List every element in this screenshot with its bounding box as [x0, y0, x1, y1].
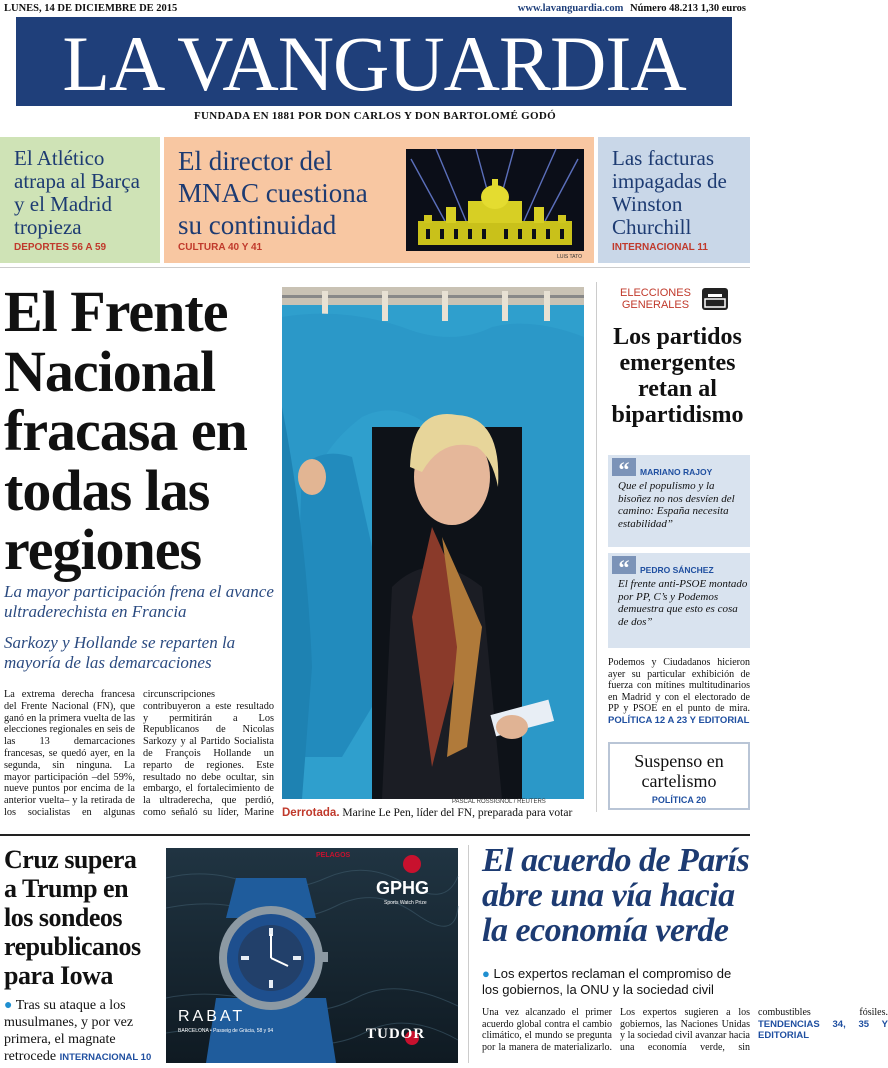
quote-icon: “	[612, 556, 636, 574]
divider	[468, 845, 469, 1063]
sidebar-headline[interactable]: Los partidos emergentes retan al bipartidismo	[611, 324, 744, 428]
ad-gphg: GPHG	[376, 878, 430, 898]
paris-subhead	[482, 966, 750, 998]
quote-author: PEDRO SÁNCHEZ	[640, 565, 714, 575]
website-link[interactable]: www.lavanguardia.com	[517, 3, 624, 14]
box-section: POLÍTICA 20	[651, 795, 707, 805]
paris-body	[482, 1007, 888, 1063]
bullet-icon: ●	[482, 966, 490, 981]
elections-label-line: GENERALES	[621, 299, 690, 311]
teaser-international[interactable]	[598, 137, 750, 263]
paris-body-text: Una vez alcanzado el primer acuerdo global contra el cambio climático, el mundo se pregunta por la manera de materializarlo. Los expertos sugieren a los gobiernos, las Naciones Unidas y la sociedad civil avanzar hacia una economía verde, sin combustibles fósiles.	[482, 1007, 888, 1053]
masthead	[0, 17, 750, 134]
paris-section-link[interactable]: TENDENCIAS 34, 35 Y EDITORIAL	[758, 1018, 888, 1041]
teaser-sports[interactable]	[0, 137, 160, 263]
photo-credit: LUIS TATO	[557, 254, 582, 260]
caption-lead: Derrotada.	[282, 807, 340, 819]
ad-store-address: BARCELONA • Passeig de Gràcia, 58 y 94	[178, 1028, 274, 1034]
cruz-section-link[interactable]: INTERNACIONAL 10	[59, 1052, 152, 1063]
price: 1,30 euros	[700, 3, 746, 14]
teaser-headline: El Atlético atrapa al Barça y el Madrid tropieza	[14, 146, 140, 239]
quote-author: MARIANO RAJOY	[640, 467, 713, 477]
newspaper-title[interactable]: LA VANGUARDIA	[62, 20, 686, 107]
teaser-headline: El director del MNAC cuestiona su continuidad	[178, 146, 368, 240]
ad-tag: PELAGOS	[316, 852, 351, 859]
lead-subhead: La mayor participación frena el avance ultraderechista en Francia	[4, 582, 274, 621]
teaser-section: CULTURA 40 Y 41	[178, 242, 263, 253]
sidebar-body-text: Podemos y Ciudadanos hicieron ayer su particular exhibición de fuerza con mítines multitudinarios en Madrid y con el electorado de PP y PSOE en el punto de mira.	[608, 657, 750, 714]
quote-text: El frente anti-PSOE montado por PP, C’s y Podemos demuestra que esto es cosa de dos”	[618, 578, 748, 628]
paris-subhead-text: Los expertos reclaman el compromiso de los gobiernos, la ONU y la sociedad civil	[482, 966, 732, 997]
teaser-culture[interactable]	[164, 137, 594, 263]
divider	[0, 834, 750, 836]
issue-number: Número 48.213	[630, 3, 699, 14]
masthead-subtitle: FUNDADA EN 1881 POR DON CARLOS Y DON BARTOLOMÉ GODÓ	[194, 110, 556, 122]
cruz-headline[interactable]: Cruz supera a Trump en los sondeos republicanos para Iowa	[4, 845, 141, 990]
issue-info	[518, 3, 746, 14]
quote-text: Que el populismo y la bisoñez no nos desvíen del camino: España necesita estabilidad”	[618, 480, 735, 530]
teaser-section: INTERNACIONAL 11	[612, 242, 708, 253]
divider	[0, 267, 750, 268]
photo-credit: PASCAL ROSSIGNOL / REUTERS	[452, 799, 546, 805]
issue-date: LUNES, 14 DE DICIEMBRE DE 2015	[4, 3, 178, 14]
top-line	[0, 0, 750, 17]
lead-photo	[282, 287, 584, 799]
teaser-section: DEPORTES 56 A 59	[14, 242, 107, 253]
lead-body-text: La extrema derecha francesa del Frente Nacional (FN), que ganó en la primera vuelta de las elecciones regionales en seis de las 13 demarcaciones francesas, se quedó ayer, en la segunda, sin ninguna. La mayor participación –del 59%, nueve puntos por encima de la anterior vuelta– y la retirada de los socialistas en algunas circunscripciones contribuyeron a este resultado y permitirán a Los Republicanos de Nicolas Sarkozy y al Partido Socialista de François Hollande un reparto de regiones. Este resultado no debe ocultar, sin embargo, el fortalecimiento de la ultraderecha, que perdió, como señaló su líder, Marine	[4, 689, 274, 818]
tudor-advertisement[interactable]	[166, 848, 458, 1063]
ad-gphg-sub: Sports Watch Prize	[384, 900, 427, 906]
bullet-icon: ●	[4, 998, 13, 1013]
quote-box	[608, 553, 750, 648]
box-title: Suspenso en cartelismo	[634, 751, 724, 791]
mnac-photo	[406, 149, 584, 251]
cruz-body-text: Tras su ataque a los musulmanes, y por vez primera, el magnate retrocede	[4, 998, 134, 1064]
paris-headline[interactable]: El acuerdo de París abre una vía hacia la economía verde	[482, 842, 750, 949]
caption-text: Marine Le Pen, líder del FN, preparada para votar	[342, 807, 573, 819]
teaser-headline: Las facturas impagadas de Winston Churchill	[612, 146, 727, 239]
photo-caption	[282, 807, 584, 819]
sidebar-body	[608, 657, 750, 726]
elections-label	[620, 287, 691, 311]
lead-subhead: Sarkozy y Hollande se reparten la mayoría de las demarcaciones	[4, 633, 236, 672]
elections-label-line: ELECCIONES	[620, 287, 691, 299]
sidebar-section-link[interactable]: POLÍTICA 12 A 23 Y EDITORIAL	[608, 714, 750, 726]
quote-box	[608, 455, 750, 547]
divider	[596, 282, 597, 812]
ad-watch-brand: TUDOR	[366, 1026, 426, 1042]
lead-headline[interactable]: El Frente Nacional fracasa en todas las regiones	[4, 279, 247, 582]
lead-body	[4, 689, 274, 821]
quote-icon: “	[612, 458, 636, 476]
ad-store: RABAT	[178, 1008, 246, 1025]
cartelismo-box[interactable]	[608, 742, 750, 810]
cruz-body	[4, 997, 158, 1066]
ballot-box-icon	[702, 288, 728, 310]
